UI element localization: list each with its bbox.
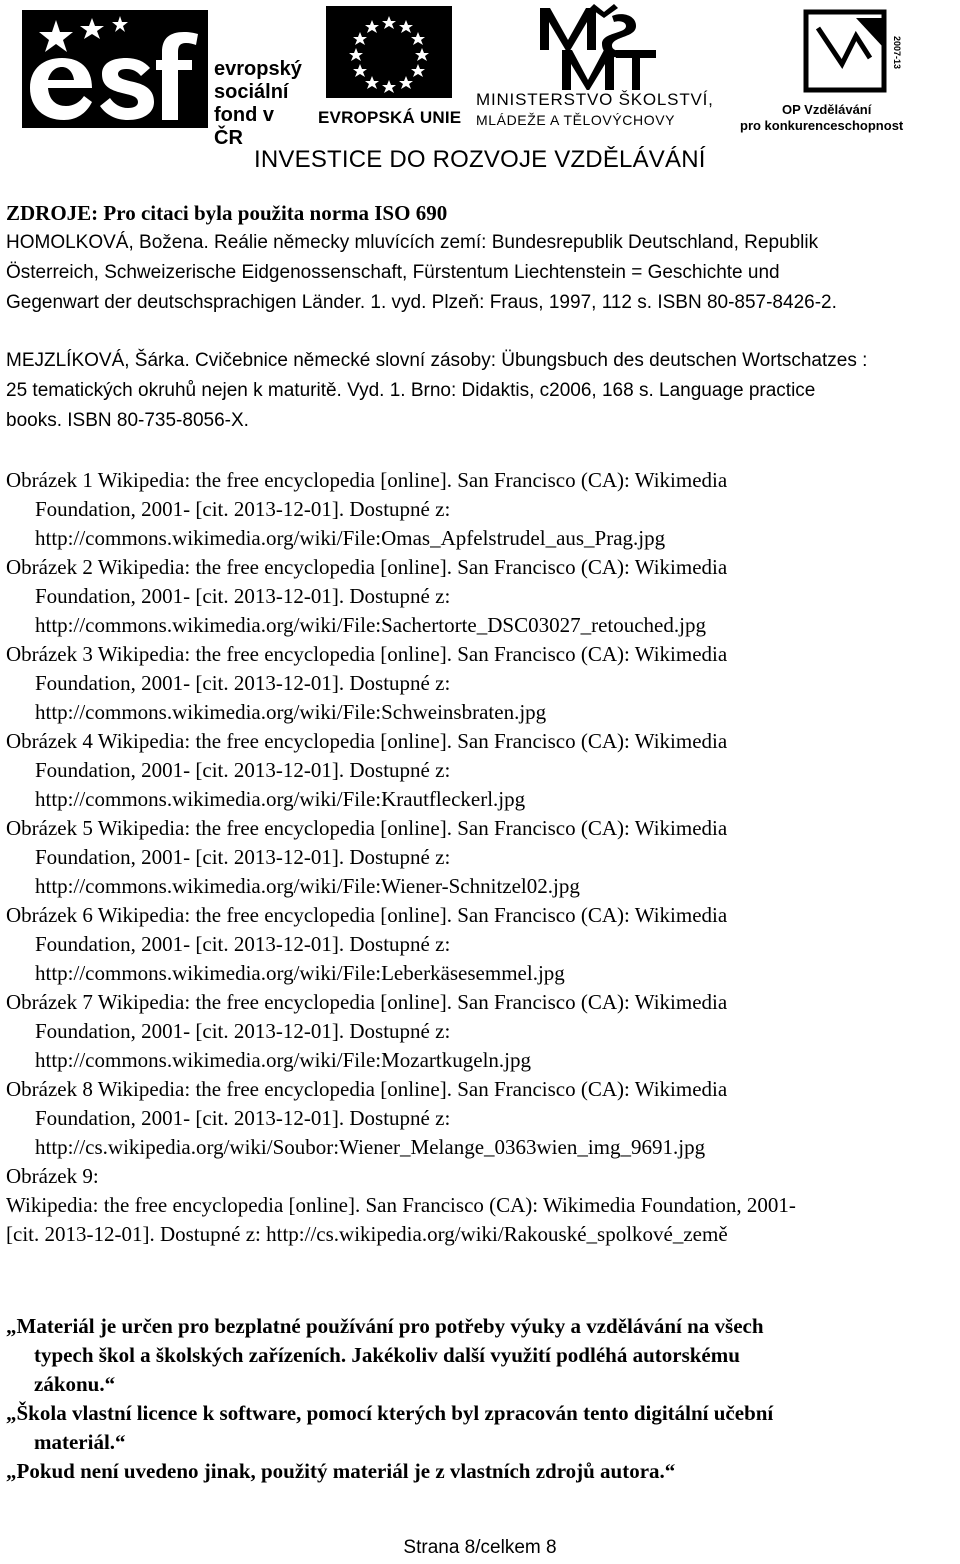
op-caption-2: pro konkurenceschopnost [740,118,904,133]
page-number: Strana 8/celkem 8 [403,1537,557,1558]
msmt-caption-2: MLÁDEŽE A TĚLOVÝCHOVY [476,112,676,128]
figure-credit-url: http://commons.wikimedia.org/wiki/File:Schweinsbraten.jpg [35,700,547,724]
figure-credit-line: Foundation, 2001- [cit. 2013-12-01]. Dostupné z: [35,671,451,695]
esf-caption-line: sociální [214,81,289,103]
op-badge-text: 2007-13 [892,36,902,70]
esf-caption [214,58,302,150]
figure-credit-line: Obrázek 5 Wikipedia: the free encyclopedia [online]. San Francisco (CA): Wikimedia [6,816,728,840]
figure-credit-line: Foundation, 2001- [cit. 2013-12-01]. Dostupné z: [35,584,451,608]
figure-credit-url: http://commons.wikimedia.org/wiki/File:Mozartkugeln.jpg [35,1048,531,1072]
figure-credit-line: Obrázek 8 Wikipedia: the free encyclopedia [online]. San Francisco (CA): Wikimedia [6,1077,728,1101]
figure-credit-line: Obrázek 2 Wikipedia: the free encyclopedia [online]. San Francisco (CA): Wikimedia [6,555,728,579]
esf-logo [22,10,302,149]
esf-mark-icon [22,10,208,128]
figure-credits [6,466,956,1249]
figure-credit [6,988,956,1075]
msmt-logo [476,4,732,128]
notice-line: „Škola vlastní licence k software, pomocí kterých byl zpracován tento digitální učební [6,1401,774,1425]
figure-credit-line: Obrázek 6 Wikipedia: the free encyclopedia [online]. San Francisco (CA): Wikimedia [6,903,728,927]
notice-line: materiál.“ [34,1430,126,1454]
msmt-caption-1: MINISTERSTVO ŠKOLSTVÍ, [476,90,714,109]
figure-credit [6,553,956,640]
msmt-mark-icon [476,4,732,90]
figure-credit [6,1075,956,1162]
source-line: MEJZLÍKOVÁ, Šárka. Cvičebnice německé slovní zásoby: Übungsbuch des deutschen Wortschatzes : [6,350,868,371]
source-line: HOMOLKOVÁ, Božena. Reálie německy mluvících zemí: Bundesrepublik Deutschland, Republik [6,232,819,253]
figure-credit-label: Obrázek 9: [6,1164,99,1188]
source-line: 25 tematických okruhů nejen k maturitě. Vyd. 1. Brno: Didaktis, c2006, 168 s. Language practice [6,380,816,401]
figure-credit-line: Obrázek 7 Wikipedia: the free encyclopedia [online]. San Francisco (CA): Wikimedia [6,990,728,1014]
eu-caption: EVROPSKÁ UNIE [318,108,462,127]
figure-credit [6,901,956,988]
source-line: Österreich, Schweizerische Eidgenossenschaft, Fürstentum Liechtenstein = Geschichte und [6,262,780,283]
figure-credit-line: Foundation, 2001- [cit. 2013-12-01]. Dostupné z: [35,845,451,869]
notice-line: zákonu.“ [34,1372,116,1396]
figure-credit [6,727,956,814]
esf-caption-line: fond v ČR [214,104,274,149]
esf-caption-line: evropský [214,58,302,80]
figure-credit-url: http://commons.wikimedia.org/wiki/File:Omas_Apfelstrudel_aus_Prag.jpg [35,526,666,550]
op-caption-1: OP Vzdělávání [782,102,872,117]
figure-credit [6,814,956,901]
figure-credit-line: Foundation, 2001- [cit. 2013-12-01]. Dostupné z: [35,932,451,956]
source-entry [6,346,867,436]
figure-credit-url: http://commons.wikimedia.org/wiki/File:Krautfleckerl.jpg [35,787,526,811]
op-vk-logo [738,6,950,133]
source-line: Gegenwart der deutschsprachigen Länder. 1. vyd. Plzeň: Fraus, 1997, 112 s. ISBN 80-857-8426-2. [6,292,837,313]
investice-banner: INVESTICE DO ROZVOJE VZDĚLÁVÁNÍ [254,146,706,173]
figure-credit-url: http://commons.wikimedia.org/wiki/File:Sachertorte_DSC03027_retouched.jpg [35,613,706,637]
source-line: books. ISBN 80-735-8056-X. [6,410,249,431]
figure-credit-url: [cit. 2013-12-01]. Dostupné z: http://cs.wikipedia.org/wiki/Rakouské_spolkové_země [6,1222,728,1246]
figure-credit-line: Obrázek 4 Wikipedia: the free encyclopedia [online]. San Francisco (CA): Wikimedia [6,729,728,753]
figure-credit-line: Obrázek 3 Wikipedia: the free encyclopedia [online]. San Francisco (CA): Wikimedia [6,642,728,666]
op-vk-mark-icon [738,6,950,102]
figure-credit [6,466,956,553]
eu-flag-icon [326,6,452,98]
eu-logo [318,6,468,128]
figure-credit [6,640,956,727]
logo-bar [0,0,960,190]
sources-heading: ZDROJE: Pro citaci byla použita norma ISO 690 [6,201,448,225]
figure-credit-line: Foundation, 2001- [cit. 2013-12-01]. Dostupné z: [35,497,451,521]
figure-credit-line: Foundation, 2001- [cit. 2013-12-01]. Dostupné z: [35,1106,451,1130]
figure-credit-url: http://cs.wikipedia.org/wiki/Soubor:Wiener_Melange_0363wien_img_9691.jpg [35,1135,706,1159]
figure-credit-line: Wikipedia: the free encyclopedia [online]. San Francisco (CA): Wikimedia Foundation, 2001- [6,1193,796,1217]
source-entry [6,228,837,318]
figure-credit-9 [6,1162,956,1249]
notice-line: „Materiál je určen pro bezplatné používání pro potřeby výuky a vzdělávání na všech [6,1314,764,1338]
notice-line: typech škol a školských zařízeních. Jakékoliv další využití podléhá autorskému [34,1343,740,1367]
figure-credit-url: http://commons.wikimedia.org/wiki/File:Wiener-Schnitzel02.jpg [35,874,580,898]
figure-credit-line: Foundation, 2001- [cit. 2013-12-01]. Dostupné z: [35,758,451,782]
notice-line: „Pokud není uvedeno jinak, použitý materiál je z vlastních zdrojů autora.“ [6,1459,676,1483]
figure-credit-url: http://commons.wikimedia.org/wiki/File:Leberkäsesemmel.jpg [35,961,565,985]
figure-credit-line: Obrázek 1 Wikipedia: the free encyclopedia [online]. San Francisco (CA): Wikimedia [6,468,728,492]
figure-credit-line: Foundation, 2001- [cit. 2013-12-01]. Dostupné z: [35,1019,451,1043]
license-notices [6,1312,956,1486]
